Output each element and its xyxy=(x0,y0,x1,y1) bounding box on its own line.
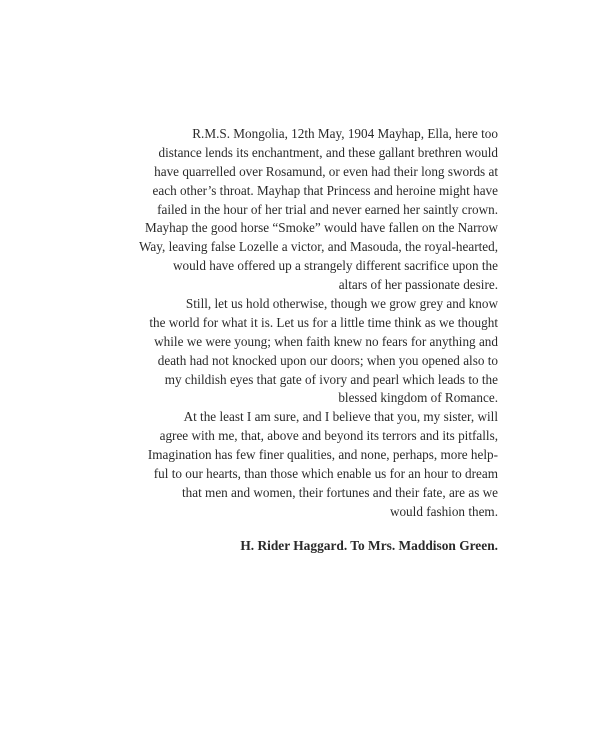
letter-line: At the least I am sure, and I believe that you, my sister, will xyxy=(183,409,498,425)
letter-line: Imagination has few finer qualities, and none, perhaps, more help- xyxy=(147,447,498,463)
letter-line: agree with me, that, above and beyond its terrors and its pitfalls, xyxy=(159,428,498,444)
author-signature: H. Rider Haggard. To Mrs. Maddison Green. xyxy=(240,538,498,553)
letter-line: R.M.S. Mongolia, 12th May, 1904 Mayhap, Ella, here too xyxy=(192,126,498,141)
letter-line: Way, leaving false Lozelle a victor, and Masouda, the royal-hearted, xyxy=(139,239,498,255)
letter-line: each other’s throat. Mayhap that Princess and heroine might have xyxy=(152,182,498,198)
letter-line: would fashion them. xyxy=(389,503,498,519)
letter-line: that men and women, their fortunes and their fate, are as we xyxy=(181,484,498,500)
letter-line: my childish eyes that gate of ivory and pearl which leads to the xyxy=(164,371,498,387)
letter-line: death had not knocked upon our doors; when you opened also to xyxy=(157,352,498,368)
letter-line: ful to our hearts, than those which enable us for an hour to dream xyxy=(153,466,498,482)
letter-line: while we were young; when faith knew no fears for anything and xyxy=(154,333,498,349)
letter-line: failed in the hour of her trial and never earned her saintly crown. xyxy=(157,201,498,217)
letter-line: altars of her passionate desire. xyxy=(338,277,498,293)
letter-line: distance lends its enchantment, and these gallant brethren would xyxy=(158,144,498,160)
letter-line: the world for what it is. Let us for a little time think as we thought xyxy=(149,314,498,330)
letter-line: Mayhap the good horse “Smoke” would have fallen on the Narrow xyxy=(144,220,498,236)
letter-line: Still, let us hold otherwise, though we grow grey and know xyxy=(185,296,498,312)
letter-line: have quarrelled over Rosamund, or even had their long swords at xyxy=(154,163,498,179)
letter-line: would have offered up a strangely different sacrifice upon the xyxy=(172,258,498,274)
dedication-letter xyxy=(113,125,498,522)
letter-line: blessed kingdom of Romance. xyxy=(338,390,498,406)
